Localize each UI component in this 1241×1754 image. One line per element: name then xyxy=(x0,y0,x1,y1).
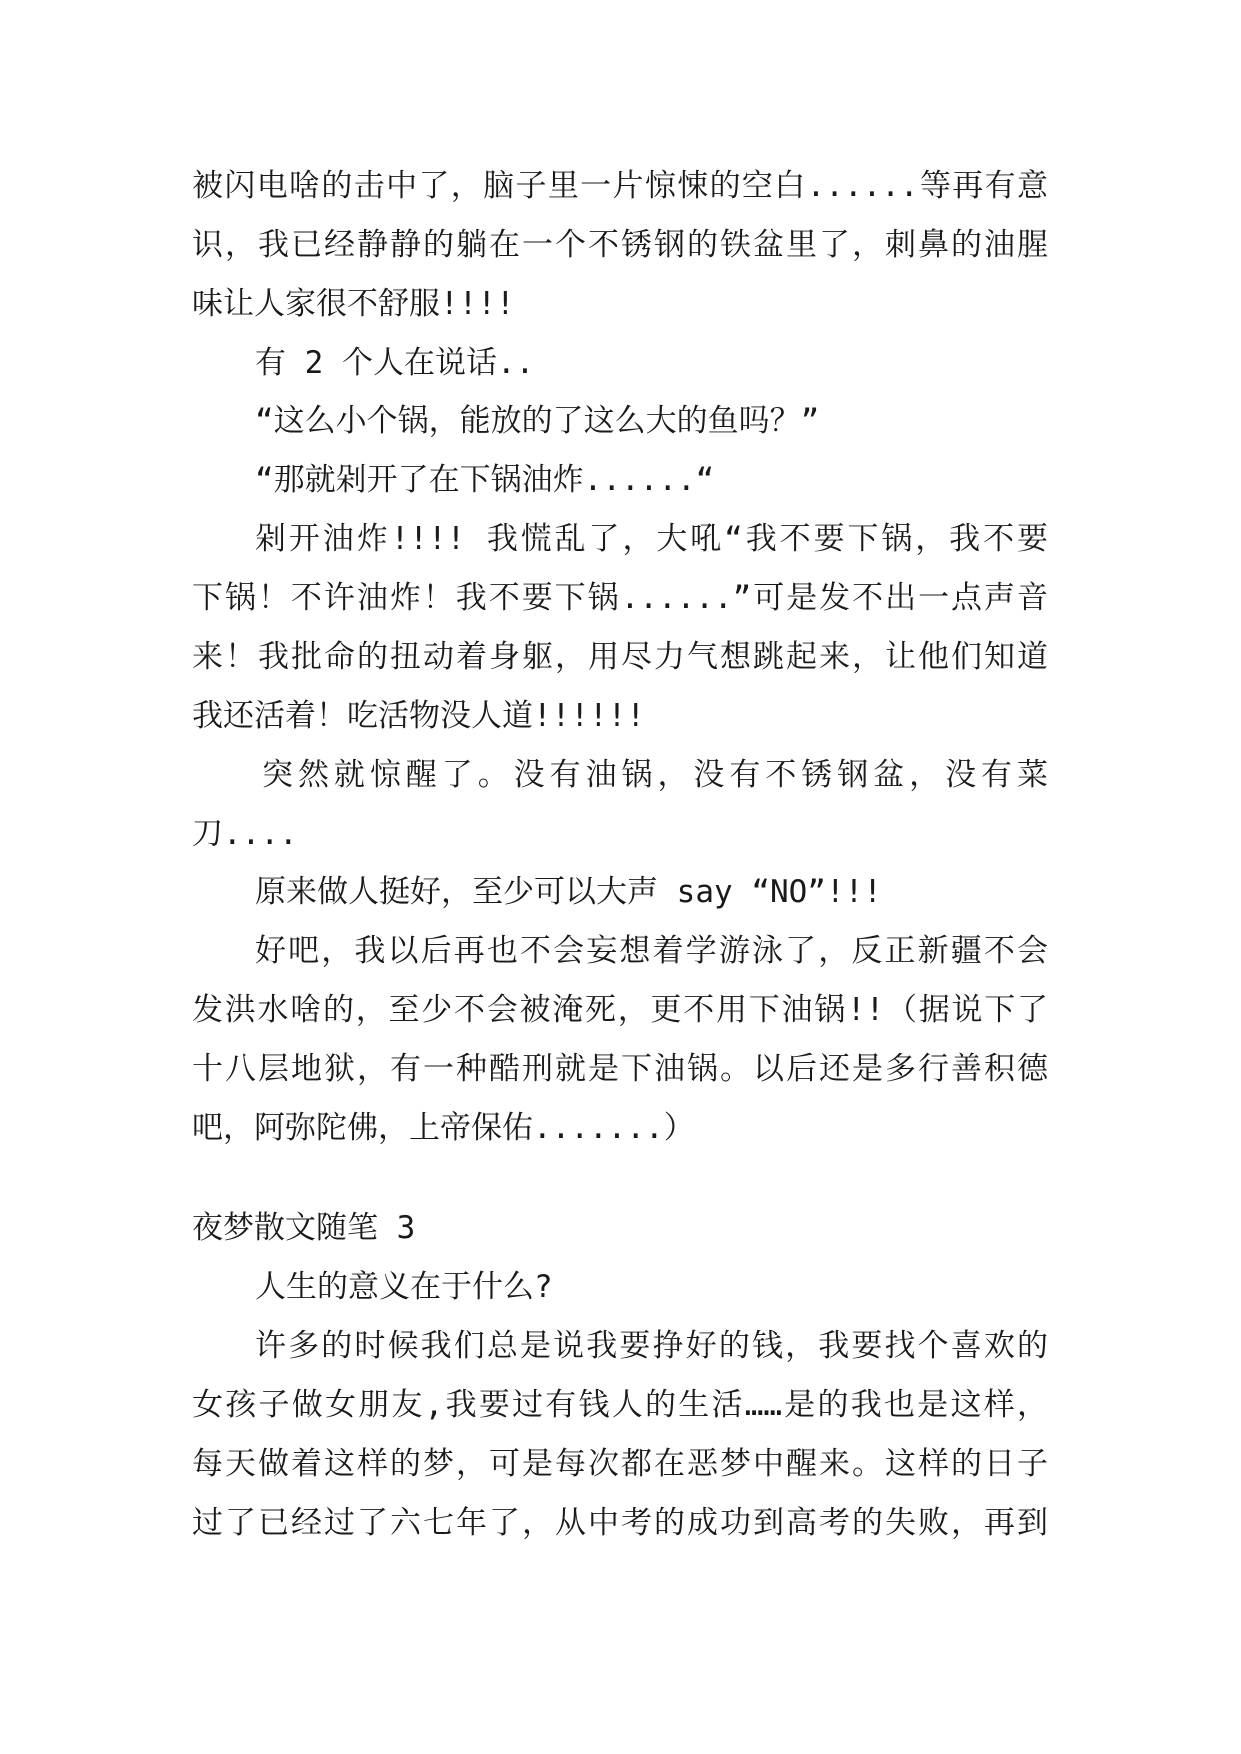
section-title: 夜梦散文随笔 3 xyxy=(192,1210,416,1246)
paragraph-line: 原来做人挺好，至少可以大声 say “NO”!!! xyxy=(255,874,882,910)
paragraph-line: 发洪水啥的，至少不会被淹死，更不用下油锅!!（据说下了 xyxy=(192,992,1048,1028)
paragraph-line: 剁开油炸!!!! 我慌乱了，大吼“我不要下锅，我不要 xyxy=(255,521,1048,557)
paragraph-line: 突然就惊醒了。没有油锅，没有不锈钢盆，没有菜 xyxy=(262,757,1048,793)
paragraph-line: 我还活着！吃活物没人道!!!!!! xyxy=(192,698,645,734)
paragraph-line: 吧，阿弥陀佛，上帝保佑.......） xyxy=(192,1110,695,1146)
paragraph-line: “那就剁开了在下锅油炸......“ xyxy=(255,462,715,498)
paragraph-line: 刀.... xyxy=(192,816,298,852)
paragraph-line: 每天做着这样的梦，可是每次都在恶梦中醒来。这样的日子 xyxy=(192,1446,1048,1482)
paragraph-line: 女孩子做女朋友,我要过有钱人的生活……是的我也是这样， xyxy=(192,1387,1048,1423)
paragraph-line: 味让人家很不舒服!!!! xyxy=(192,286,515,322)
paragraph-line: 下锅！不许油炸！我不要下锅......”可是发不出一点声音 xyxy=(192,580,1048,616)
paragraph-line: 来！我批命的扭动着身躯，用尽力气想跳起来，让他们知道 xyxy=(192,639,1048,675)
paragraph-line: 被闪电啥的击中了，脑子里一片惊悚的空白......等再有意 xyxy=(192,168,1048,204)
paragraph-line: 过了已经过了六七年了，从中考的成功到高考的失败，再到 xyxy=(192,1505,1048,1541)
paragraph-line: 人生的意义在于什么? xyxy=(255,1269,553,1305)
paragraph-line: 有 2 个人在说话.. xyxy=(255,345,535,381)
paragraph-line: 好吧，我以后再也不会妄想着学游泳了，反正新疆不会 xyxy=(255,933,1048,969)
paragraph-line: “这么小个锅，能放的了这么大的鱼吗？” xyxy=(255,403,820,439)
paragraph-line: 识，我已经静静的躺在一个不锈钢的铁盆里了，刺鼻的油腥 xyxy=(192,227,1048,263)
paragraph-line: 许多的时候我们总是说我要挣好的钱，我要找个喜欢的 xyxy=(255,1328,1048,1364)
paragraph-line: 十八层地狱，有一种酷刑就是下油锅。以后还是多行善积德 xyxy=(192,1051,1048,1087)
